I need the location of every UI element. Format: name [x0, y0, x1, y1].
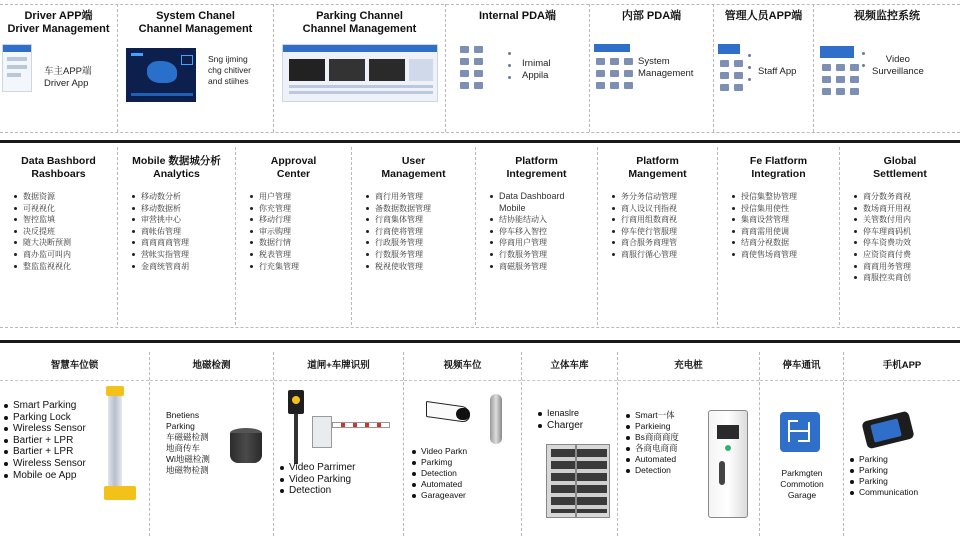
video-monitoring-panel	[814, 4, 960, 132]
list-item: 商商商商管理	[132, 237, 235, 249]
list-item: Parkmgten	[781, 468, 823, 478]
list-item: 数场商开用视	[854, 203, 960, 215]
internal-pda-title: Internal PDA端	[478, 10, 556, 22]
list-item: 决反提班	[14, 226, 117, 238]
hw-title: 手机APP	[882, 360, 922, 371]
list-item: 移动数分析	[132, 191, 235, 203]
module-list	[352, 185, 475, 272]
list-item: Wireless Sensor	[4, 458, 86, 470]
hw-title: 视频车位	[443, 360, 482, 371]
pda-dots	[508, 52, 511, 88]
hw-list	[412, 446, 467, 501]
lpr-camera-pole-image	[288, 390, 304, 464]
staff-app-panel	[714, 4, 814, 132]
list-item: 数据资源	[14, 191, 117, 203]
list-item: 授信集整协管理	[732, 191, 839, 203]
hw-title: 停车通讯	[782, 360, 821, 371]
hw-geomagnetic	[150, 352, 274, 536]
list-item: 商使售场商管理	[732, 249, 839, 261]
module-title: Global Settlement	[873, 155, 927, 180]
list-item: 商行用务管理	[366, 191, 475, 203]
map-dashboard-image	[126, 48, 196, 102]
row-client-apps	[0, 4, 960, 132]
list-item: 结协能结动入	[490, 214, 597, 226]
list-item: 税视使收管理	[366, 261, 475, 273]
module-title: Data Bashbord Rashboars	[21, 155, 96, 180]
list-item: 移动数据析	[132, 203, 235, 215]
module-user-management	[352, 147, 476, 325]
list-item: Communication	[850, 487, 918, 498]
list-item: Video Parrimer	[280, 462, 356, 474]
list-item: 商帐佑管理	[132, 226, 235, 238]
barrier-gate-image	[312, 412, 392, 448]
list-item: 数据行情	[250, 237, 351, 249]
module-approval-center	[236, 147, 352, 325]
module-fe-platform-integration	[718, 147, 840, 325]
list-item: 商商需用使调	[732, 226, 839, 238]
camera-screens-image	[282, 44, 438, 102]
staff-tile-grid	[720, 60, 743, 91]
module-list	[236, 185, 351, 272]
module-list	[840, 185, 960, 284]
phone-screenshot	[2, 44, 32, 92]
module-title: Platform Mangement	[628, 155, 687, 180]
list-item: 审营挑中心	[132, 214, 235, 226]
list-item: 行政服务管理	[366, 237, 475, 249]
list-item: Commotion	[780, 479, 824, 489]
list-item: 税表管理	[250, 249, 351, 261]
list-item: Garage	[787, 490, 817, 500]
list-item: 停车移入智控	[490, 226, 597, 238]
hw-list	[538, 408, 583, 431]
separator-1	[0, 140, 960, 143]
video-tile-grid	[822, 64, 859, 95]
row1-bottom-dashed	[0, 132, 960, 133]
list-item: Charger	[538, 420, 583, 432]
module-title: User Management	[381, 155, 446, 180]
pda-cn-tile-grid	[596, 58, 633, 89]
internal-pda-panel	[446, 4, 590, 132]
list-item: 停车使行管服理	[612, 226, 717, 238]
list-item: 整监监视视化	[14, 261, 117, 273]
list-item: Parking	[850, 465, 918, 476]
video-surveillance-text: Video Surveillance	[872, 54, 924, 77]
list-item: Parkimg	[412, 457, 467, 468]
parking-lock-device-image	[104, 386, 126, 502]
module-platform-management	[598, 147, 718, 325]
separator-2	[0, 340, 960, 343]
hw-stereo-garage	[522, 352, 618, 536]
list-item: Detection	[412, 468, 467, 479]
module-list	[718, 185, 839, 261]
list-item: Smart一体	[626, 410, 679, 421]
garage-building-image	[546, 444, 610, 518]
hw-list	[760, 468, 844, 501]
list-item: 行数服务管理	[366, 249, 475, 261]
list-item: 移动行理	[250, 214, 351, 226]
list-item: Automated	[626, 454, 679, 465]
staff-app-title: 管理人员APP端	[724, 10, 803, 22]
module-list	[118, 185, 235, 272]
hw-list	[166, 410, 210, 476]
hw-charging-pile	[618, 352, 760, 536]
hw-barrier-lpr	[274, 352, 404, 536]
hw-title: 道闸+车牌识别	[307, 360, 370, 371]
list-item: 停车资费功效	[854, 237, 960, 249]
internal-pda-cn-panel	[590, 4, 714, 132]
staff-app-text: Staff App	[758, 66, 797, 77]
list-item: 关管数付用内	[854, 214, 960, 226]
list-item: Detection	[280, 485, 356, 497]
module-list	[476, 185, 597, 272]
list-item: 营帐实指管理	[132, 249, 235, 261]
module-global-settlement	[840, 147, 960, 325]
list-item: 审示购理	[250, 226, 351, 238]
list-item: 随大决断预测	[14, 237, 117, 249]
list-item: 行商集体管理	[366, 214, 475, 226]
list-item: 你充管理	[250, 203, 351, 215]
pda-tile-grid	[460, 46, 483, 89]
list-item: 行数服务管理	[490, 249, 597, 261]
hw-video-parking	[404, 352, 522, 536]
list-item: Bnetiens	[166, 410, 200, 420]
hw-list	[850, 454, 918, 498]
parking-channel-panel	[274, 4, 446, 132]
hw-title: 智慧车位锁	[50, 360, 99, 371]
list-item: 应资资商付费	[854, 249, 960, 261]
list-item: 商服控卖商创	[854, 272, 960, 284]
row-platform-modules	[0, 147, 960, 325]
pda-screen-image	[594, 44, 630, 52]
hw-title: 地磁检测	[192, 360, 231, 371]
driver-app-panel	[0, 4, 118, 132]
hw-title: 立体车库	[550, 360, 589, 371]
hw-list	[280, 462, 356, 497]
list-item: 可视视化	[14, 203, 117, 215]
list-item: 商磁服务管理	[490, 261, 597, 273]
list-item: Wi地磁检测	[166, 454, 210, 464]
system-channel-text: Sng ijming chg chitiver and stiihes	[208, 54, 251, 86]
list-item: 各商电商商	[626, 443, 679, 454]
list-item: Data Dashboard Mobile	[490, 191, 578, 214]
list-item: Video Parkn	[412, 446, 467, 457]
module-title: Fe Flatform Integration	[749, 155, 808, 180]
list-item: 金商统管商胡	[132, 261, 235, 273]
list-item: Parking	[850, 476, 918, 487]
hw-list	[626, 410, 679, 476]
list-item: Smart Parking	[4, 400, 86, 412]
list-item: Parking	[850, 454, 918, 465]
list-item: Parkieing	[626, 421, 679, 432]
video-camera-image	[426, 400, 474, 426]
module-title: Mobile 数据城分析 Analytics	[132, 155, 221, 180]
driver-app-title: Driver APP端 Driver Management	[7, 10, 110, 35]
list-item: 行商使将管理	[366, 226, 475, 238]
row2-bottom-dashed	[0, 327, 960, 328]
list-item: 务分务信动管理	[612, 191, 717, 203]
module-mobile-analytics	[118, 147, 236, 325]
hw-mobile-app	[844, 352, 960, 536]
parking-channel-title: Parking Channel Channel Management	[302, 10, 417, 35]
driver-app-text: 车主APP端 Driver App	[44, 66, 92, 89]
row-hardware	[0, 352, 960, 536]
list-item: Bartier + LPR	[4, 435, 86, 447]
list-item: 用户管理	[250, 191, 351, 203]
list-item: Parking Lock	[4, 412, 86, 424]
charging-station-image	[708, 410, 748, 518]
hw-title: 充电桩	[674, 360, 703, 371]
system-channel-panel	[118, 4, 274, 132]
list-item: 结商分视数据	[732, 237, 839, 249]
communication-module-icon	[780, 412, 820, 452]
list-item: 行商用组数商视	[612, 214, 717, 226]
geomagnetic-sensor-image	[230, 428, 262, 468]
handheld-device-image	[861, 411, 914, 450]
list-item: 停商用户管理	[490, 237, 597, 249]
list-item: 授信集用使性	[732, 203, 839, 215]
video-dots	[862, 52, 865, 76]
list-item: 商人设议刊指视	[612, 203, 717, 215]
video-monitoring-title: 视频监控系统	[854, 10, 920, 22]
list-item: Bs商商商度	[626, 432, 679, 443]
module-data-dashboard	[0, 147, 118, 325]
list-item: 停车理商码机	[854, 226, 960, 238]
list-item: 地磁物检测	[166, 465, 209, 475]
module-list	[598, 185, 717, 261]
list-item: Detection	[626, 465, 679, 476]
hw-smart-parking-lock	[0, 352, 150, 536]
system-channel-title: System Chanel Channel Management	[138, 10, 253, 35]
list-item: Wireless Sensor	[4, 423, 86, 435]
internal-pda-cn-title: 内部 PDA端	[621, 10, 682, 22]
video-pole-sensor-image	[490, 394, 502, 444]
list-item: 商办监可叫内	[14, 249, 117, 261]
list-item: Video Parking	[280, 474, 356, 486]
list-item: 商商用务管理	[854, 261, 960, 273]
list-item: Parking	[166, 421, 195, 431]
list-item: 行充集管理	[250, 261, 351, 273]
list-item: 车磁磁检测	[166, 432, 209, 442]
list-item: 智控监填	[14, 214, 117, 226]
module-list	[0, 185, 117, 272]
internal-pda-text: Irnimal Appila	[522, 58, 551, 81]
list-item: Automated	[412, 479, 467, 490]
list-item: 备数据数据管理	[366, 203, 475, 215]
hw-list	[4, 400, 86, 481]
list-item: Mobile oe App	[4, 470, 86, 482]
module-title: Platform Integrement	[506, 155, 567, 180]
staff-phone-image	[718, 44, 740, 54]
list-item: 商服行循心管理	[612, 249, 717, 261]
system-management-text: System Management	[638, 56, 694, 79]
hw-parking-communication	[760, 352, 844, 536]
list-item: 商合服务商理管	[612, 237, 717, 249]
list-item: 商分数务商视	[854, 191, 960, 203]
video-header-image	[820, 46, 854, 58]
staff-dots	[748, 54, 751, 90]
list-item: Bartier + LPR	[4, 446, 86, 458]
list-item: 集商设营管理	[732, 214, 839, 226]
list-item: Ienaslre	[538, 408, 583, 420]
module-platform-integrement	[476, 147, 598, 325]
module-title: Approval Center	[270, 155, 317, 180]
list-item: Garageaver	[412, 490, 467, 501]
list-item: 地商传车	[166, 443, 201, 453]
